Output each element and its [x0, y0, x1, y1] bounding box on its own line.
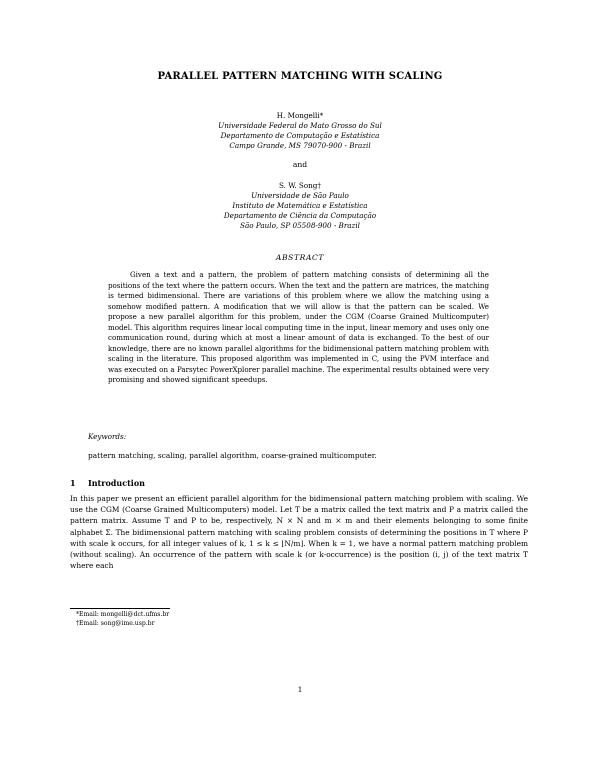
author2-affiliation-line3: Departamento de Ciência da Computação — [223, 211, 377, 220]
author1-name: H. Mongelli* — [276, 111, 324, 120]
footnote-rule — [70, 608, 170, 609]
author2-affiliation-line1: Universidade de São Paulo — [251, 191, 349, 200]
abstract-heading: ABSTRACT — [275, 253, 325, 262]
section-heading — [70, 478, 145, 488]
footnote-1: *Email: mongelli@dct.ufms.br — [76, 611, 170, 618]
keywords-label: Keywords: — [88, 432, 127, 441]
author1-affiliation-line2: Departamento de Computação e Estatística — [220, 131, 380, 140]
abstract-text: Given a text and a pattern, the problem of pattern matching consists of determining all the positions of the text where the pattern occurs. When the text and the pattern are matrices, the matching is termed bidimensional. There are variations of this problem where we allow the matching using a somehow modified pattern. A modification that we will allow is that the pattern can be scaled. We propose a new parallel algorithm for this problem, under the CGM (Coarse Grained Multicomputer) model. This algorithm requires linear local computing time in the input, linear memory and uses only one communication round, during which at most a linear amount of data is exchanged. To the best of our knowledge, there are no known parallel algorithms for the bidimensional pattern matching problem with scaling in the literature. This proposed algorithm was implemented in C, using the PVM interface and was executed on a Parsytec PowerXplorer parallel machine. The experimental results obtained were very promising and showed significant speedups. — [108, 270, 489, 384]
author2-affiliation-line2: Instituto de Matemática e Estatística — [232, 201, 368, 210]
section-title: Introduction — [88, 478, 145, 488]
author2-affiliation-line4: São Paulo, SP 05508-900 - Brazil — [240, 221, 360, 230]
author2-name: S. W. Song† — [278, 181, 321, 190]
author1-affiliation-line1: Universidade Federal do Mato Grosso do Sul — [218, 121, 382, 130]
footnote-2: †Email: song@ime.usp.br — [76, 619, 155, 627]
footnotes — [76, 611, 169, 628]
abstract-block — [108, 270, 489, 386]
keywords-text: pattern matching, scaling, parallel algorithm, coarse-grained multicomputer. — [88, 451, 377, 460]
author-separator: and — [292, 160, 308, 169]
section-number: 1 — [70, 478, 76, 488]
introduction-body — [70, 493, 528, 571]
paper-title: PARALLEL PATTERN MATCHING WITH SCALING — [157, 71, 443, 82]
introduction-paragraph: In this paper we present an efficient parallel algorithm for the bidimensional pattern matching problem with scaling. We use the CGM (Coarse Grained Multicomputers) model. Let T be a matrix called the text matrix and P a matrix called the pattern matrix. Assume T and P to be, respectively, N × N and m × m and their elements belonging to some finite alphabet Σ. The bidimensional pattern matching with scaling problem consists of determining the positions in T where P with scale k occurs, for all integer values of k, 1 ≤ k ≤ ⌊N/m⌋. When k = 1, we have a normal pattern matching problem (without scaling). An occurrence of the pattern with scale k (or k-occurrence) is the position (i, j) of the text matrix T where each — [70, 494, 528, 571]
author1-affiliation-line3: Campo Grande, MS 79070-900 - Brazil — [229, 141, 371, 150]
page-number: 1 — [297, 685, 303, 694]
